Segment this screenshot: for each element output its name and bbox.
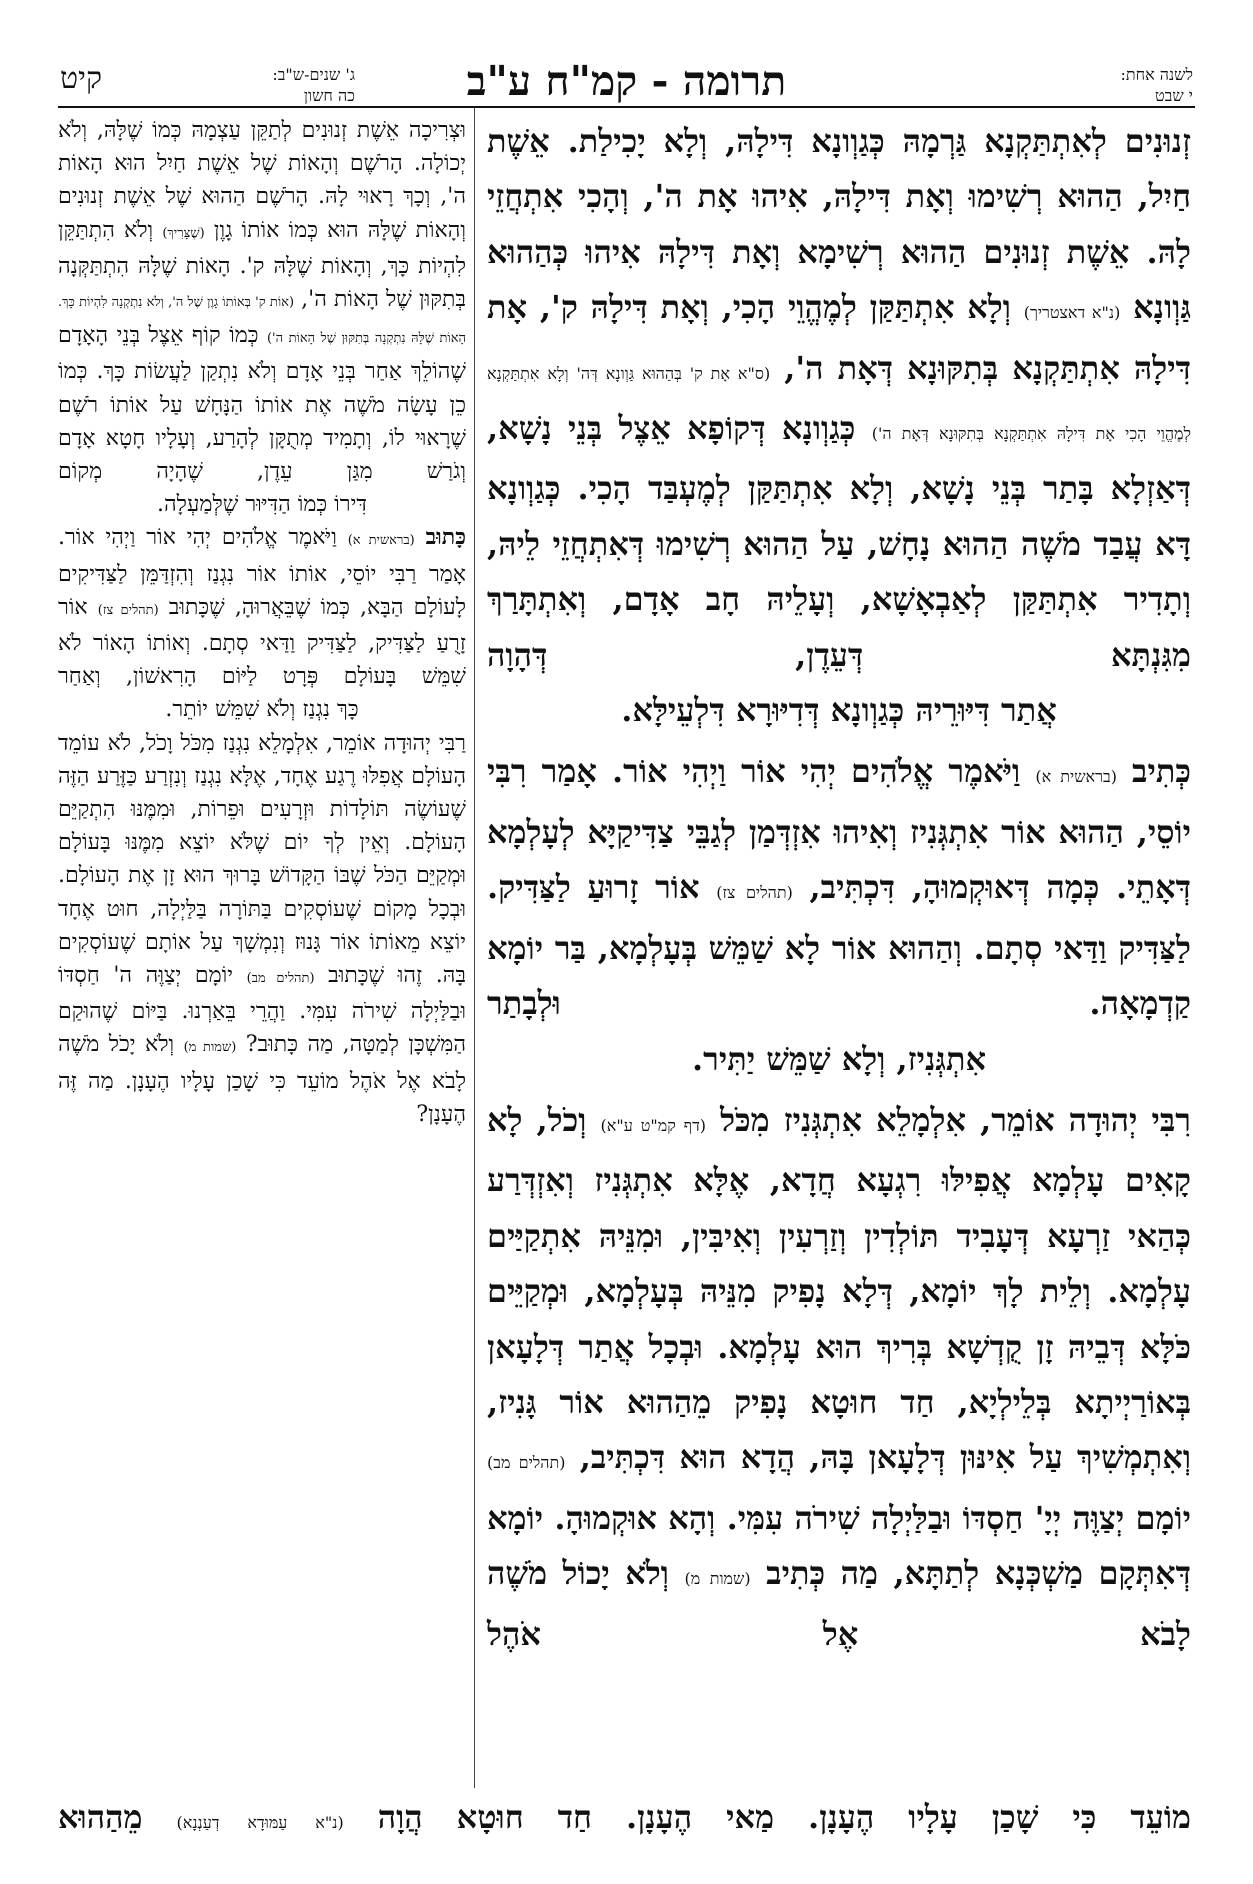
- source-ref: (בראשית א): [1035, 767, 1117, 787]
- header-divider: [58, 106, 1195, 108]
- variant-note: (נ"א עַמּוּדָא דְעַנְנָא): [176, 1813, 344, 1832]
- study-schedule-label: לשנה אחת:: [1120, 65, 1193, 84]
- header-left-label: [125, 64, 355, 106]
- study-schedule-date-3yr: כה חשון: [303, 86, 355, 105]
- main-paragraph-2: כְּתִיב (בראשית א) וַיֹּאמֶר אֱלֹהִים יְהִי אוֹר וַיְהִי אוֹר. אָמַר רִבִּי יוֹסֵי, הַהוּא אוֹר אִתְגְּנִיז וְאִיהוּ אִזְדְּמַן לְגַבֵּי צַדִּיקַיָּא לְעָלְמָא דְּאָתֵי. כְּמָה דְּאוּקְמוּהָ, דִּכְתִּיב, (תהלים צז) אוֹר זָרוּעַ לַצַּדִּיק. לַצַּדִּיק וַדַּאי סְתָם. וְהַהוּא אוֹר לָא שַׁמֵּשׁ בְּעָלְמָא, בַּר יוֹמָא קַדְמָאָה. וּלְבָתַר: [487, 752, 1192, 1023]
- side-paragraph-1: וּצְרִיכָה אֵשֶׁת זְנוּנִים לְתַקֵּן עַצְמָהּ כְּמוֹ שֶׁלָּהּ, וְלֹא יְכוֹלָה. הָרֹשֶׁם וְהָאוֹת שֶׁל אֵשֶׁת חַיִל הוּא הָאוֹת ה', וְכָךְ רָאוּי לָהּ. הָרֹשֶׁם הַהוּא שֶׁל אֵשֶׁת זְנוּנִים וְהָאוֹת שֶׁלָּהּ הוּא כְּמוֹ אוֹתוֹ גָוֶן (שֶׁצָּרִיךְ) וְלֹא הִתְתַּקֵּן לִהְיוֹת כָּךְ, וְהָאוֹת שֶׁלָּהּ ק'. הָאוֹת שֶׁלָּהּ הִתְתַּקְּנָה בְּתִקּוּן שֶׁל הָאוֹת ה', (אוֹת ק' בְּאוֹתוֹ גָוֶן שֶׁל ה', וְלֹא נִתְקְנָה לִהְיוֹת כָּךְ. הָאוֹת שֶׁלָּהּ נִתְקְנָה בְּתִקּוּן שֶׁל הָאוֹת ה') כְּמוֹ קוֹף אֵצֶל בְּנֵי הָאָדָם שֶׁהוֹלֵךְ אַחַר בְּנֵי אָדָם וְלֹא נִתְקַן לַעֲשׂוֹת כָּךְ. כְּמוֹ כֵן עָשָׂה מֹשֶׁה אֶת אוֹתוֹ הַנָּחָשׁ עַל אוֹתוֹ רֹשֶׁם שֶׁרָאוּי לוֹ, וְתָמִיד מְתֻקָּן לְהָרַע, וְעָלָיו חָטָא אָדָם וְגֹרַשׁ מִגַּן עֵדֶן, שֶׁהָיָה מְקוֹם: [58, 118, 467, 485]
- study-schedule-date: י שבט: [1155, 86, 1193, 105]
- side-paragraph-1-end: דִּירוֹ כְּמוֹ הַדִּיּוּר שֶׁלְּמַעְלָה.: [157, 492, 367, 518]
- page-ref: (דף קמ"ט ע"א): [600, 1115, 707, 1135]
- main-paragraph-1: זְנוּנִים לְאִתְתַּקְנָא גַּרְמָהּ כְּגַוְונָא דִּילָהּ, וְלָא יָכִילַת. אֵשֶׁת חַיִל, הַהוּא רְשִׁימוּ וְאָת דִּילָהּ, אִיהוּ אָת ה', וְהָכִי אִתְחֲזֵי לָהּ. אֵשֶׁת זְנוּנִים הַהוּא רְשִׁימָא וְאָת דִּילָהּ אִיהוּ כְּהַהוּא גַּוְונָא (נ"א דאצטריך) וְלָא אִתְתַּקַּן לְמֶהֱוֵי הָכִי, וְאָת דִּילָהּ ק', אָת דִּילָהּ אִתְתַּקְנָא בְּתִקּוּנָא דְּאָת ה', (ס"א אָת ק' בְּהַהוּא גַּוְונָא דְּה' וְלָא אִתְתַּקְנָא לְמֶהֱוֵי הָכִי אָת דִּילָהּ אִתְתַּקְנָא בְּתִקּוּנָא דְּאָת ה') כְּגַוְונָא דְּקוֹפָא אֵצֶל בְּנֵי נָשָׁא, דְּאַזְלָא בָּתַר בְּנֵי נָשָׁא, וְלָא אִתְתַּקַּן לְמֶעְבַּד הָכִי. כְּגַוְונָא דָּא עֲבַד מֹשֶׁה הַהוּא נָחָשׁ, עַל הַהוּא רְשִׁימוּ דְּאִתְחֲזֵי לֵיהּ, וְתָדִיר אִתְתַּקַּן לְאַבְאָשָׁא, וְעָלֵיהּ חָב אָדָם, וְאִתְתָּרַךְ מִגִּנְתָּא דְּעֵדֶן, דְּהָוָה: [487, 122, 1192, 674]
- variant-note: (שֶׁצָּרִיךְ): [162, 225, 205, 241]
- page-number: קיט: [60, 61, 103, 96]
- source-ref: (תהלים צז): [716, 883, 793, 903]
- variant-note: (ס"א אָת ק' בְּהַהוּא גַּוְונָא דְּה' וְלָא אִתְתַּקְנָא לְמֶהֱוֵי הָכִי אָת דִּילָהּ אִתְתַּקְנָא בְּתִקּוּנָא דְּאָת ה'): [487, 363, 1192, 444]
- variant-note: (נ"א דאצטריך): [1023, 303, 1121, 323]
- side-paragraph-3: רַבִּי יְהוּדָה אוֹמֵר, אִלְמָלֵא נִגְנַז מִכֹּל וָכֹל, לֹא עוֹמֵד הָעוֹלָם אֲפִלּוּ רֶגַע אֶחָד, אֶלָּא נִגְנַז וְנִזְרַע כַּזֶּרַע הַזֶּה שֶׁעוֹשֶׂה תּוֹלָדוֹת וּזְרָעִים וּפֵרוֹת, וּמִמֶּנּוּ הִתְקַיֵּם הָעוֹלָם. וְאֵין לְךָ יוֹם שֶׁלֹּא יוֹצֵא מִמֶּנּוּ בָּעוֹלָם וּמְקַיֵּם הַכֹּל שֶׁבּוֹ הַקָּדוֹשׁ בָּרוּךְ הוּא זָן אֶת הָעוֹלָם. וּבְכָל מָקוֹם שֶׁעוֹסְקִים בַּתּוֹרָה בַּלַּיְלָה, חוּט אֶחָד יוֹצֵא מֵאוֹתוֹ אוֹר גָּנוּז וְנִמְשָׁךְ עַל אוֹתָם שֶׁעוֹסְקִים בָּהּ. זֶהוּ שֶׁכָּתוּב (תהלים מב) יוֹמָם יְצַוֶּה ה' חַסְדּוֹ וּבַלַּיְלָה שִׁירֹה עִמִּי. וַהֲרֵי בֵּאַרְנוּ. בַּיּוֹם שֶׁהוּקַם הַמִּשְׁכָּן לְמַטָּה, מַה כָּתוּב? (שמות מ) וְלֹא יָכֹל מֹשֶׁה לָבֹא אֶל אֹהֶל מוֹעֵד כִּי שָׁכַן עָלָיו הֶעָנָן. מַה זֶּה הֶעָנָן?: [58, 730, 467, 1127]
- page-title: תרומה - קמ"ח ע"ב: [466, 57, 787, 105]
- source-ref: (תהלים צז): [97, 602, 159, 618]
- side-column-hebrew: [58, 114, 466, 1131]
- source-ref: (תהלים מב): [487, 1453, 566, 1473]
- source-ref: (תהלים מב): [246, 971, 315, 987]
- source-ref: (שמות מ): [684, 1569, 751, 1589]
- main-paragraph-3: רִבִּי יְהוּדָה אוֹמֵר, אִלְמָלֵא אִתְגְּנִיז מִכֹּל (דף קמ"ט ע"א) וְכֹל, לָא קָאִים עָלְמָא אֲפִילּוּ רִגְעָא חֲדָא, אֶלָּא אִתְגְּנִיז וְאִזְדְּרַע כְּהַאי זַרְעָא דְּעָבִיד תּוֹלְדִין וְזַרְעִין וְאִיבִּין, וּמִנֵּיהּ אִתְקַיַּים עָלְמָא. וְלֵית לָךְ יוֹמָא, דְּלָא נָפִיק מִנֵּיהּ בְּעָלְמָא, וּמְקַיֵּים כֹּלָּא דְּבֵיהּ זָן קֻדְשָׁא בְּרִיךְ הוּא עָלְמָא. וּבְכָל אֲתַר דְּלָעָאן בְּאוֹרַיְיתָא בְּלֵילְיָא, חַד חוּטָא נָפִיק מֵהַהוּא אוֹר גָּנִיז, וְאִתְמְשִׁיךְ עַל אִינּוּן דְּלָעָאן בָּהּ, הֲדָא הוּא דִּכְתִּיב, (תהלים מב) יוֹמָם יְצַוֶּה יְיָ' חַסְדּוֹ וּבַלַּיְלָה שִׁירֹה עִמִּי. וְהָא אוּקְמוּהָ. יוֹמָא דְּאִתְּקָם מַשְׁכְּנָא לְתַתָּא, מַה כְּתִיב (שמות מ) וְלֹא יָכוֹל מֹשֶׁה לָבֹא אֶל אֹהֶל: [487, 1100, 1192, 1653]
- main-paragraph-2-end: אִתְגְּנִיז, וְלָא שַׁמֵּשׁ יַתִּיר.: [691, 1039, 987, 1078]
- source-ref: (בראשית א): [347, 533, 415, 549]
- main-column-aramaic: [487, 114, 1191, 1662]
- side-paragraph-2-end: כָּךְ נִגְנַז וְלֹא שִׁמֵּשׁ יוֹתֵר.: [165, 697, 359, 723]
- main-paragraph-1-end: אֲתַר דִּיּוּרֵיהּ כְּגַוְונָא דְּדִיּוּרָא דִּלְעֵילָּא.: [621, 691, 1057, 730]
- variant-note: (אוֹת ק' בְּאוֹתוֹ גָוֶן שֶׁל ה', וְלֹא נִתְקְנָה לִהְיוֹת כָּךְ. הָאוֹת שֶׁלָּהּ נִתְקְנָה בְּתִקּוּן שֶׁל הָאוֹת ה'): [58, 295, 467, 347]
- study-schedule-label-3yr: ג' שנים-ש"ב:: [272, 65, 355, 84]
- source-ref: (שמות מ): [183, 1040, 237, 1056]
- footer-continuation-line: מוֹעֵד כִּי שָׁכַן עָלָיו הֶעָנָן. מַאי הֶעָנָן. חַד חוּטָא הֲוָה (נ"א עַמּוּדָא דְעַנְנָא) מֵהַהוּא: [58, 1798, 1192, 1836]
- column-divider: [474, 108, 475, 1788]
- side-paragraph-2: כָּתוּב (בראשית א) וַיֹּאמֶר אֱלֹהִים יְהִי אוֹר וַיְהִי אוֹר. אָמַר רַבִּי יוֹסֵי, אוֹתוֹ אוֹר נִגְנַז וְהִזְדַּמֵּן לַצַּדִּיקִים לָעוֹלָם הַבָּא, כְּמוֹ שֶׁבֵּאֲרוּהָ, שֶׁכָּתוּב (תהלים צז) אוֹר זָרֻעַ לַצַּדִּיק, לַצַּדִּיק וַדַּאי סְתָם. וְאוֹתוֹ הָאוֹר לֹא שִׁמֵּשׁ בָּעוֹלָם פְּרָט לַיּוֹם הָרִאשׁוֹן, וְאַחַר: [58, 524, 466, 690]
